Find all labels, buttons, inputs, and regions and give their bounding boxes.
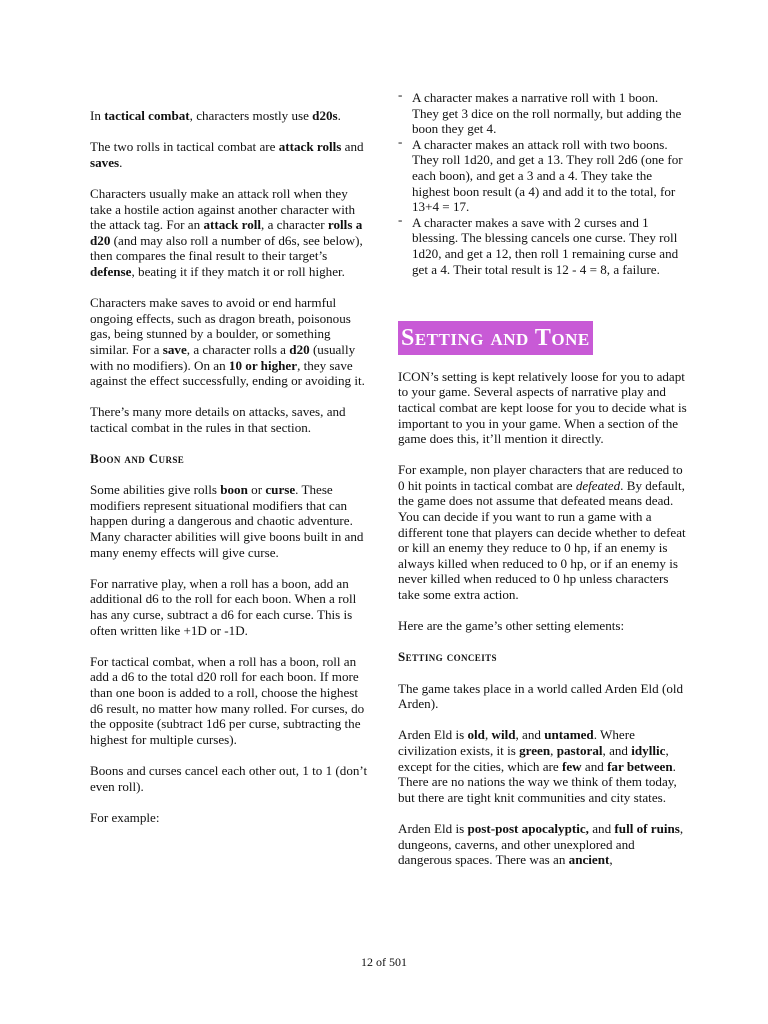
paragraph-boon-curse-intro: Some abilities give rolls boon or curse. These modifiers represent situational modifiers that can happen during a dangerous and chaotic adventure. Many character abilities will give boons built in and many enemy effects will give curse.: [90, 482, 364, 560]
paragraph-tactical-combat: In tactical combat, characters mostly use d20s.: [90, 108, 341, 123]
heading-boon-and-curse: Boon and Curse: [90, 451, 185, 467]
paragraph-arden-eld: The game takes place in a world called Arden Eld (old Arden).: [398, 680, 684, 712]
heading-setting-conceits: Setting conceits: [398, 649, 497, 665]
paragraph-more-details: There’s many more details on attacks, saves, and tactical combat in the rules in that section.: [90, 404, 346, 435]
list-item: - A character makes an attack roll with two boons. They roll 1d20, and get a 13. They roll 2d6 (one for each boon), and get a 3 and a 4. They take the highest boon result (a 4) and add it to the total, for 13+4 = 17.: [398, 137, 688, 215]
paragraph-tactical-boon: For tactical combat, when a roll has a boon, roll an add a d6 to the total d20 roll for each boon. If more than one boon is added to a roll, choose the highest d6 result, no matter how many rolled. For curses, do the opposite (subtract 1d6 per curse, subtracting the highest for multiple curses).: [90, 653, 365, 747]
left-column: [90, 108, 372, 841]
paragraph-attack-roll: Characters usually make an attack roll when they take a hostile action against another character with the attack tag. For an attack roll, a character rolls a d20 (and may also roll a number of d6s, see below), then compares the final result to their target’s defense, beating it if they match it or roll higher.: [90, 185, 363, 279]
list-item: - A character makes a narrative roll with 1 boon. They get 3 dice on the roll normally, but adding the boon they get 4.: [398, 90, 688, 137]
examples-list: [398, 90, 688, 277]
right-column: [398, 90, 688, 883]
page-number: 12 of 501: [361, 955, 407, 969]
paragraph-cancel: Boons and curses cancel each other out, 1 to 1 (don’t even roll).: [90, 762, 368, 794]
paragraph-for-example: For example:: [90, 809, 160, 825]
paragraph-other-elements: Here are the game’s other setting elements:: [398, 618, 625, 634]
paragraph-arden-old-wild: Arden Eld is old, wild, and untamed. Where civilization exists, it is green, pastoral, and idyllic, except for the cities, which are few and far between. There are no nations the way we think of them today, but there are tight knit communities and city states.: [398, 727, 677, 805]
paragraph-narrative-boon: For narrative play, when a roll has a boon, add an additional d6 to the roll for each boon. When a roll has any curse, subtract a d6 for each curse. This is often written like +1D or -1D.: [90, 575, 357, 638]
paragraph-two-rolls: The two rolls in tactical combat are attack rolls and saves.: [90, 139, 364, 170]
paragraph-saves: Characters make saves to avoid or end harmful ongoing effects, such as dragon breath, poisonous gas, being stunned by a boulder, or something similar. For a save, a character rolls a d20 (usually with no modifiers). On an 10 or higher, they save against the effect successfully, ending or avoiding it.: [90, 295, 365, 389]
paragraph-arden-ruins: Arden Eld is post-post apocalyptic, and full of ruins, dungeons, caverns, and other unexplored and dangerous spaces. There was an ancient,: [398, 820, 684, 868]
paragraph-defeated-example: For example, non player characters that are reduced to 0 hit points in tactical combat are defeated. By default, the game does not assume that defeated means dead. You can decide if you want to run a game with a different tone that players can decide whether to defeat or kill an enemy they reduce to 0 hp, if an enemy is always killed when reduced to 0 hp, or if an enemy is never killed when reduced to 0 hp unless characters take some extra action.: [398, 462, 686, 603]
paragraph-setting-loose: ICON’s setting is kept relatively loose for you to adapt to your game. Several aspects of narrative play and tactical combat are kept loose for you to decide what is important to you in your game. When a section of the game does this, it’ll mention it directly.: [398, 368, 687, 447]
list-item: - A character makes a save with 2 curses and 1 blessing. The blessing cancels one curse. They roll 1d20, and get a 12, then roll 1 remaining curse and get a 4. Their total result is 12 - 4 = 8, a failure.: [398, 215, 688, 277]
section-title-setting-and-tone: Setting and Tone: [398, 321, 593, 355]
